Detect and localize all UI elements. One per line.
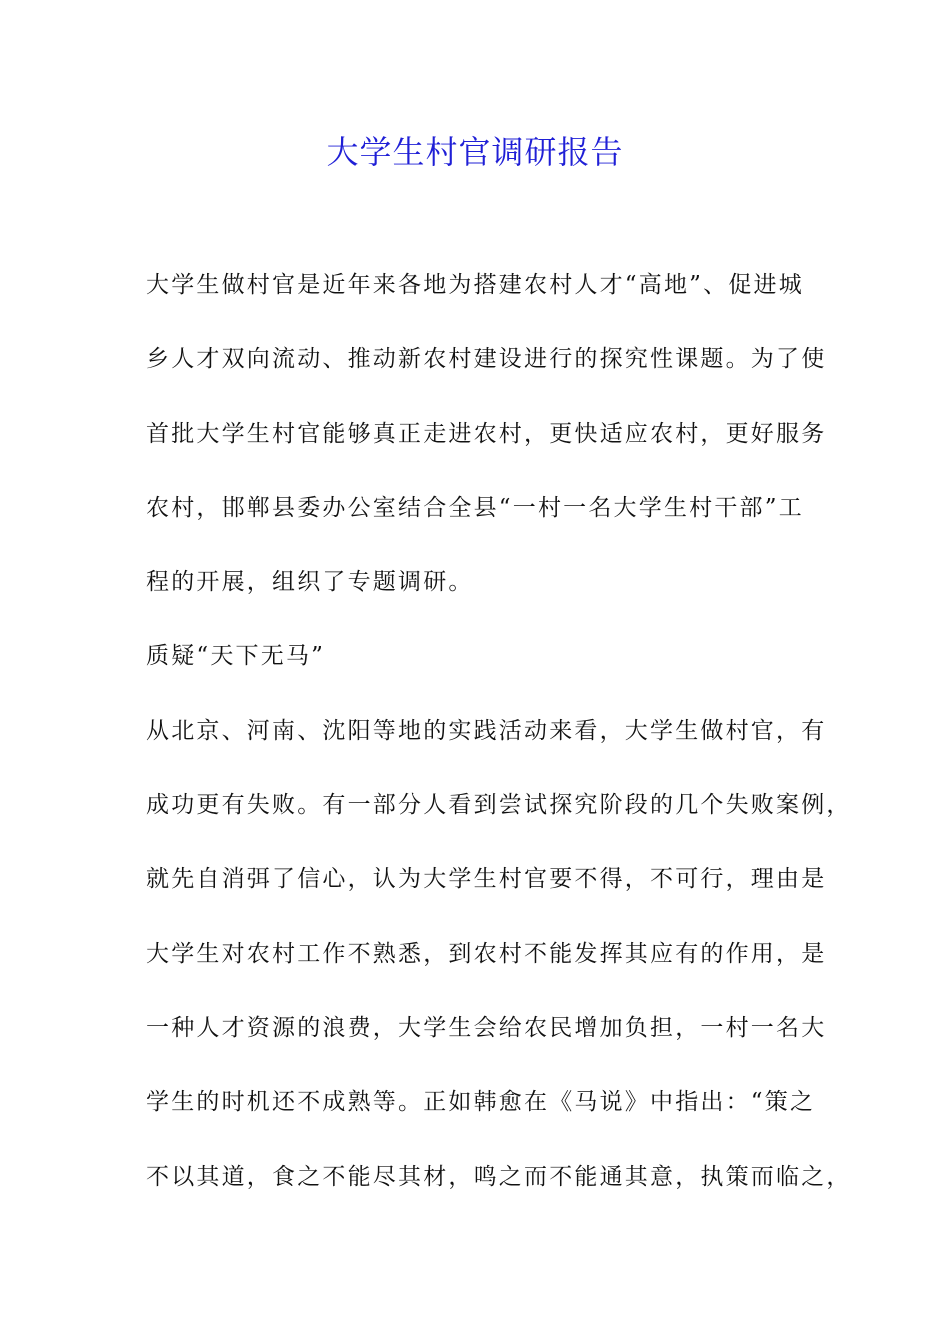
paragraph-line: 程的开展，组织了专题调研。 (146, 569, 474, 596)
paragraph-line: 农村，邯郸县委办公室结合全县“一村一名大学生村干部”工 (146, 494, 804, 521)
document-body (146, 262, 852, 1228)
paragraph-line: 乡人才双向流动、推动新农村建设进行的探究性课题。为了使 (146, 346, 827, 373)
paragraph-line: 一种人才资源的浪费，大学生会给农民增加负担，一村一名大 (146, 1014, 827, 1041)
paragraph-line: 大学生对农村工作不熟悉，到农村不能发挥其应有的作用，是 (146, 940, 827, 967)
paragraph-line: 不以其道，食之不能尽其材，鸣之而不能通其意，执策而临之， (146, 1163, 852, 1190)
paragraph-line: 从北京、河南、沈阳等地的实践活动来看，大学生做村官，有 (146, 717, 827, 744)
document-title: 大学生村官调研报告 (326, 133, 624, 171)
paragraph-line: 大学生做村官是近年来各地为搭建农村人才“高地”、促进城 (146, 272, 804, 298)
paragraph-line: 成功更有失败。有一部分人看到尝试探究阶段的几个失败案例， (146, 792, 852, 819)
paragraph-line: 就先自消弭了信心，认为大学生村官要不得，不可行，理由是 (146, 866, 827, 893)
paragraph-line: 学生的时机还不成熟等。正如韩愈在《马说》中指出：“策之 (146, 1089, 816, 1116)
paragraph-line: 首批大学生村官能够真正走进农村，更快适应农村，更好服务 (146, 420, 827, 447)
section-heading: 质疑“天下无马” (146, 643, 326, 670)
